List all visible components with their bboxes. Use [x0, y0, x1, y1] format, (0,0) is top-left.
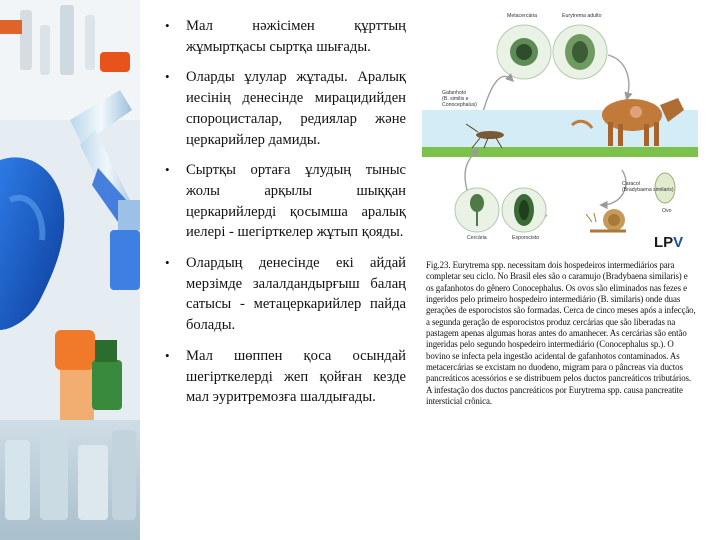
- figure-caption: Fig.23. Eurytrema spp. necessitam dois hospedeiros intermediários para completar seu ciclo. No Brasil eles são o caramujo (Bradybaena similaris) e os gafanhotos do gênero Conocephalus. Os ovos são eliminados nas fezes e ingeridos pelo primeiro hospedeiro intermediário (B. similaris) onde duas gerações de esporocistos são formadas. Cerca de cinco meses após a infecção, a segunda geração de esporocistos produz cercárias que são liberadas na pastagem apenas algumas horas antes do amanhecer. As cercárias são então ingeridas pelo segundo hospedeiro intermediário (Conocephalus sp.). O bovino se infecta pela ingestão acidental de gafanhotos contaminados. As metacercárias se excistam no duodeno, migram para o pâncreas via ductos pancreáticos acessórios e se distribuem pelos ductos pancreáticos tributários. A infestação dos ductos pancreáticos por Eurytrema spp. causa pancreatite intersticial crônica.: [426, 260, 696, 407]
- cercaria-circle: [455, 188, 499, 232]
- bullet-text: Мал шөппен қоса осындай шегірткелерді жеп қойған кезде мал эуритремозға шалдығады.: [186, 347, 406, 406]
- lpv-logo: [654, 234, 683, 251]
- bullet-list: [165, 16, 406, 418]
- bullet-item: [165, 67, 406, 150]
- bullet-dot: •: [165, 69, 170, 85]
- sporocyst-circle: [502, 188, 546, 232]
- bullet-item: [165, 16, 406, 57]
- bullet-dot: •: [165, 162, 170, 178]
- metacercaria-circle: [497, 25, 551, 79]
- lab-photo-graphic: [0, 0, 140, 540]
- bullet-text: Сыртқы ортаға ұлудың тыныс жолы арқылы шыққан церкарийлерді қосымша аралық иелері - шегірткелер жұтып қояды.: [186, 162, 406, 241]
- bullet-dot: •: [165, 18, 170, 33]
- snail-illustration: [586, 209, 626, 231]
- life-cycle-figure: [422, 10, 698, 460]
- lab-photo: [0, 0, 140, 540]
- bullet-item: [165, 346, 406, 408]
- label-gafanhoto: Gafanhoto (B. similis e Conocephalus): [442, 90, 477, 108]
- bullet-dot: •: [165, 347, 170, 363]
- label-cercaria: Cercária: [467, 235, 487, 241]
- bullet-text: Мал нәжісімен құрттың жұмыртқасы сыртқа шығады.: [186, 18, 406, 55]
- bullet-item: [165, 253, 406, 336]
- lpv-logo-lp: LP: [654, 234, 674, 251]
- adult-fluke-circle: [553, 25, 607, 79]
- lpv-logo-v: V: [673, 234, 684, 251]
- bullet-dot: •: [165, 255, 170, 271]
- label-esporocisto: Esporocisto: [512, 235, 540, 241]
- label-metacercaria: Metacercária: [507, 13, 537, 19]
- label-eurytrema: Eurytrema adulto: [562, 13, 602, 19]
- bullet-text: Олардың денесінде екі айдай мерзімде залалдандырғыш балаң сатысы - метацеркарийлер пайда болады.: [186, 255, 406, 334]
- bullet-item: [165, 160, 406, 243]
- bullet-text: Оларды ұлулар жұтады. Аралық иесінің денесінде мирацидийден спороцисталар, редиялар және церкарийлер дамиды.: [186, 69, 406, 148]
- label-caracol: Caracol (Bradybaena similaris): [622, 181, 674, 193]
- label-ovo: Ovo: [662, 208, 672, 214]
- life-cycle-diagram: [422, 10, 698, 255]
